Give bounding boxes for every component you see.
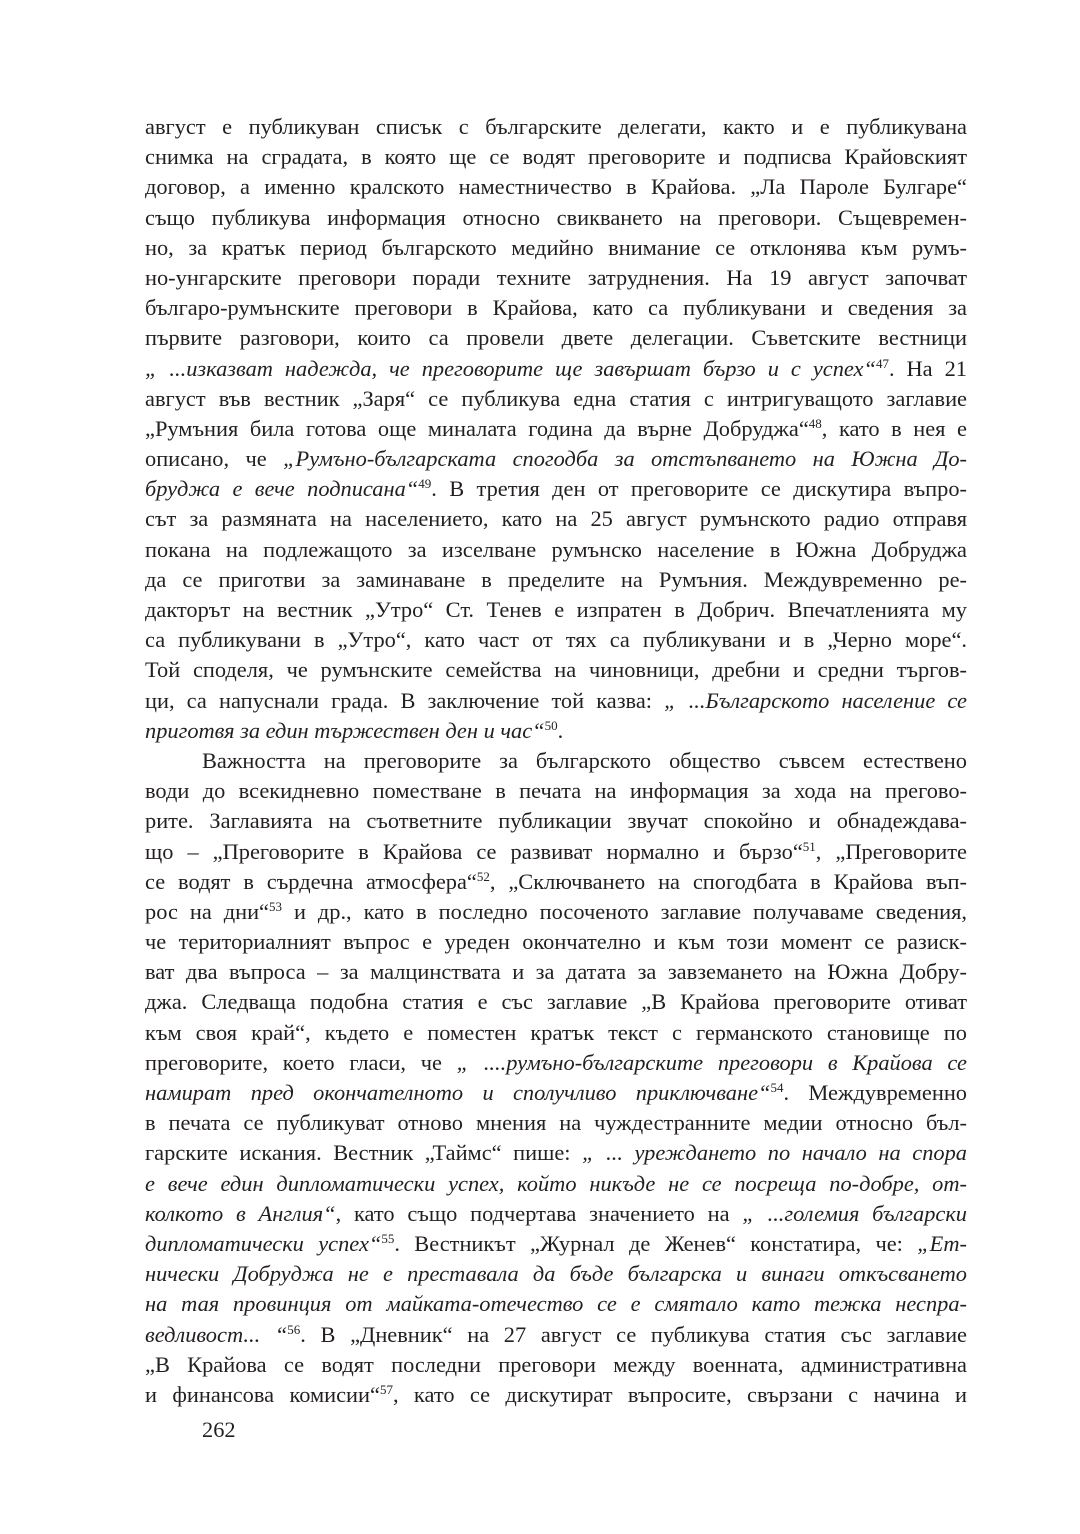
text-run: но, за кратък период българското медийно внимание се отклонява към румъ-: [145, 234, 967, 260]
text-line: [145, 655, 967, 685]
text-run: покана на подлежащото за изселване румънско население в Южна Добруджа: [145, 536, 967, 562]
quote-italic: „ ....румъно-българските преговори в Крайова се: [456, 1049, 967, 1075]
text-run: , „Сключването на спогодбата в Крайова въп-: [489, 868, 967, 894]
text-line: [145, 1320, 967, 1350]
text-run: в печата се публикуват отново мнения на чуждестранните медии относно бъл-: [145, 1110, 967, 1136]
footnote-ref: 56: [287, 1321, 301, 1337]
text-line: [145, 1380, 967, 1410]
text-line: [145, 746, 967, 776]
text-run: дакторът на вестник „Утро“ Ст. Тенев е изпратен в Добрич. Впечатленията му: [145, 597, 967, 622]
text-run: „Румъния била готова още миналата година да върне Добруджа“: [145, 415, 809, 441]
text-line: [145, 474, 967, 504]
text-run: август е публикуван списък с българските делегати, както и е публикувана: [145, 114, 967, 139]
text-run: Той споделя, че румънските семейства на чиновници, дребни и средни търгов-: [145, 657, 967, 683]
text-run: ци, са напуснали града. В заключение той казва:: [145, 687, 665, 713]
text-run: „В Крайова се водят последни преговори между военната, административна: [145, 1351, 967, 1377]
quote-italic: „ ...големия български: [742, 1200, 968, 1226]
text-run: и др., като в последно посоченото заглавие получаваме сведения,: [282, 898, 967, 924]
text-line: [145, 323, 967, 353]
text-line: [145, 927, 967, 957]
text-run: рос на дни“: [145, 898, 269, 924]
text-line: [145, 1289, 967, 1319]
text-line: [145, 1199, 967, 1229]
text-run: , като се дискутират въпросите, свързани с начина и: [392, 1381, 968, 1407]
page-number: 262: [202, 1417, 236, 1442]
text-line: [145, 867, 967, 897]
text-line: [145, 444, 967, 474]
text-run: договор, а именно кралското наместничество в Крайова. „Ла Пароле Булгаре“: [145, 174, 967, 200]
text-run: но-унгарските преговори поради техните затруднения. На 19 август започват: [145, 264, 967, 290]
text-line: [145, 1018, 967, 1048]
text-run: да се приготви за заминаване в пределите на Румъния. Междувременно ре-: [145, 566, 967, 592]
footnote-ref: 55: [381, 1230, 395, 1246]
footnote-ref: 50: [544, 717, 558, 733]
text-run: август във вестник „Заря“ се публикува една статия с интригуващото заглавие: [145, 385, 967, 411]
text-line: [145, 1350, 967, 1380]
text-run: снимка на сградата, в която ще се водят преговорите и подписва Крайовският: [145, 144, 967, 170]
text-line: [145, 625, 967, 655]
quote-italic: приготвя за един тържествен ден и час“: [145, 717, 545, 743]
text-line: [145, 1108, 967, 1138]
text-run: се водят в сърдечна атмосфера“: [145, 868, 477, 894]
text-line: [145, 504, 967, 534]
text-run: джа. Следваща подобна статия е със заглавие „В Крайова преговорите отиват: [145, 989, 967, 1015]
body-text: [145, 112, 967, 1410]
text-run: . Вестникът „Журнал де Женев“ констатира, че:: [394, 1230, 918, 1256]
text-line: [145, 203, 967, 233]
text-run: .: [557, 717, 564, 743]
text-line: [145, 293, 967, 323]
quote-italic: нически Добруджа не е преставала да бъде българска и винаги откъсването: [145, 1261, 967, 1287]
quote-italic: дипломатически успех“: [145, 1230, 382, 1256]
text-line: [145, 535, 967, 565]
quote-italic: „ ... уреждането по начало на спора: [582, 1140, 968, 1166]
text-line: [145, 172, 967, 202]
text-run: българо-румънските преговори в Крайова, като са публикувани и сведения за: [145, 295, 967, 321]
text-line: [145, 1138, 967, 1168]
footnote-ref: 47: [875, 355, 889, 371]
text-line: [145, 897, 967, 927]
quote-italic: на тая провинция от майката-отечество се е смятало като тежка неспра-: [145, 1291, 967, 1317]
text-line: [145, 686, 967, 716]
text-line: [145, 1259, 967, 1289]
footnote-ref: 53: [269, 898, 282, 914]
text-line: [145, 716, 967, 746]
quote-italic: „ ...изказват надежда, че преговорите ще завършат бързо и с успех“: [145, 355, 876, 381]
paragraph: [145, 112, 967, 746]
text-run: първите разговори, които са провели двете делегации. Съветските вестници: [145, 325, 967, 351]
text-line: [145, 142, 967, 172]
quote-italic: „ ...Българското население се: [664, 687, 967, 713]
text-run: към своя край“, където е поместен кратък текст с германското становище по: [145, 1019, 967, 1045]
footnote-ref: 54: [770, 1080, 784, 1095]
text-run: описано, че: [145, 446, 284, 472]
text-line: [145, 957, 967, 987]
text-line: [145, 414, 967, 444]
quote-italic: ведливост... “: [145, 1321, 288, 1347]
paragraph: [145, 746, 967, 1410]
footnote-ref: 51: [802, 838, 816, 854]
text-run: рите. Заглавията на съответните публикации звучат спокойно и обнадеждава-: [145, 808, 967, 834]
text-run: . На 21: [888, 355, 967, 381]
text-line: [145, 384, 967, 414]
quote-italic: намират пред окончателното и сполучливо приключване“: [145, 1080, 771, 1105]
text-run: що – „Преговорите в Крайова се развиват нормално и бързо“: [145, 838, 803, 864]
text-run: са публикувани в „Утро“, като част от тях са публикувани и в „Черно море“.: [145, 627, 967, 653]
footnote-ref: 48: [808, 415, 822, 431]
text-line: [145, 565, 967, 595]
text-run: ват два въпроса – за малцинствата и за датата за завземането на Южна Добру-: [145, 959, 967, 985]
text-run: . В „Дневник“ на 27 август се публикува статия със заглавие: [300, 1321, 967, 1347]
text-line: [145, 1048, 967, 1078]
quote-italic: колкото в Англия“: [145, 1200, 336, 1226]
text-run: сът за размяната на населението, като на 25 август румънското радио отправя: [145, 506, 967, 532]
text-line: [145, 263, 967, 293]
text-line: [145, 776, 967, 806]
text-run: води до всекидневно поместване в печата на информация за хода на прегово-: [145, 778, 967, 804]
quote-italic: „Румъно-българската спогодба за отстъпването на Южна До-: [283, 446, 968, 472]
text-line: [145, 595, 967, 625]
quote-italic: е вече един дипломатически успех, който никъде не се посреща по-добре, от-: [145, 1170, 967, 1196]
text-line: [145, 1229, 967, 1259]
text-run: , като в нея е: [821, 415, 967, 441]
quote-italic: бруджа е вече подписана“: [145, 476, 419, 502]
text-line: [145, 806, 967, 836]
text-run: също публикува информация относно свикването на преговори. Същевремен-: [145, 204, 967, 230]
text-run: преговорите, което гласи, че: [145, 1049, 457, 1075]
footnote-ref: 57: [379, 1381, 393, 1397]
text-line: [145, 112, 967, 142]
text-run: Важността на преговорите за българското общество съвсем естествено: [202, 747, 967, 773]
text-run: че териториалният въпрос е уреден окончателно и към този момент се разиск-: [145, 929, 967, 955]
text-line: [145, 1169, 967, 1199]
footnote-ref: 49: [418, 476, 432, 492]
text-line: [145, 233, 967, 263]
text-line: [145, 987, 967, 1017]
text-line: [145, 837, 967, 867]
quote-italic: „Ет-: [917, 1230, 967, 1256]
footnote-ref: 52: [476, 868, 490, 884]
text-run: гарските искания. Вестник „Таймс“ пише:: [145, 1140, 583, 1166]
text-line: [145, 354, 967, 384]
text-run: . Междувременно: [783, 1080, 968, 1105]
text-run: , като също подчертава значението на: [335, 1200, 743, 1226]
text-run: и финансова комисии“: [145, 1381, 380, 1407]
text-run: , „Преговорите: [815, 838, 967, 864]
text-run: . В третия ден от преговорите се дискутира въпро-: [431, 476, 968, 502]
text-line: [145, 1078, 967, 1108]
